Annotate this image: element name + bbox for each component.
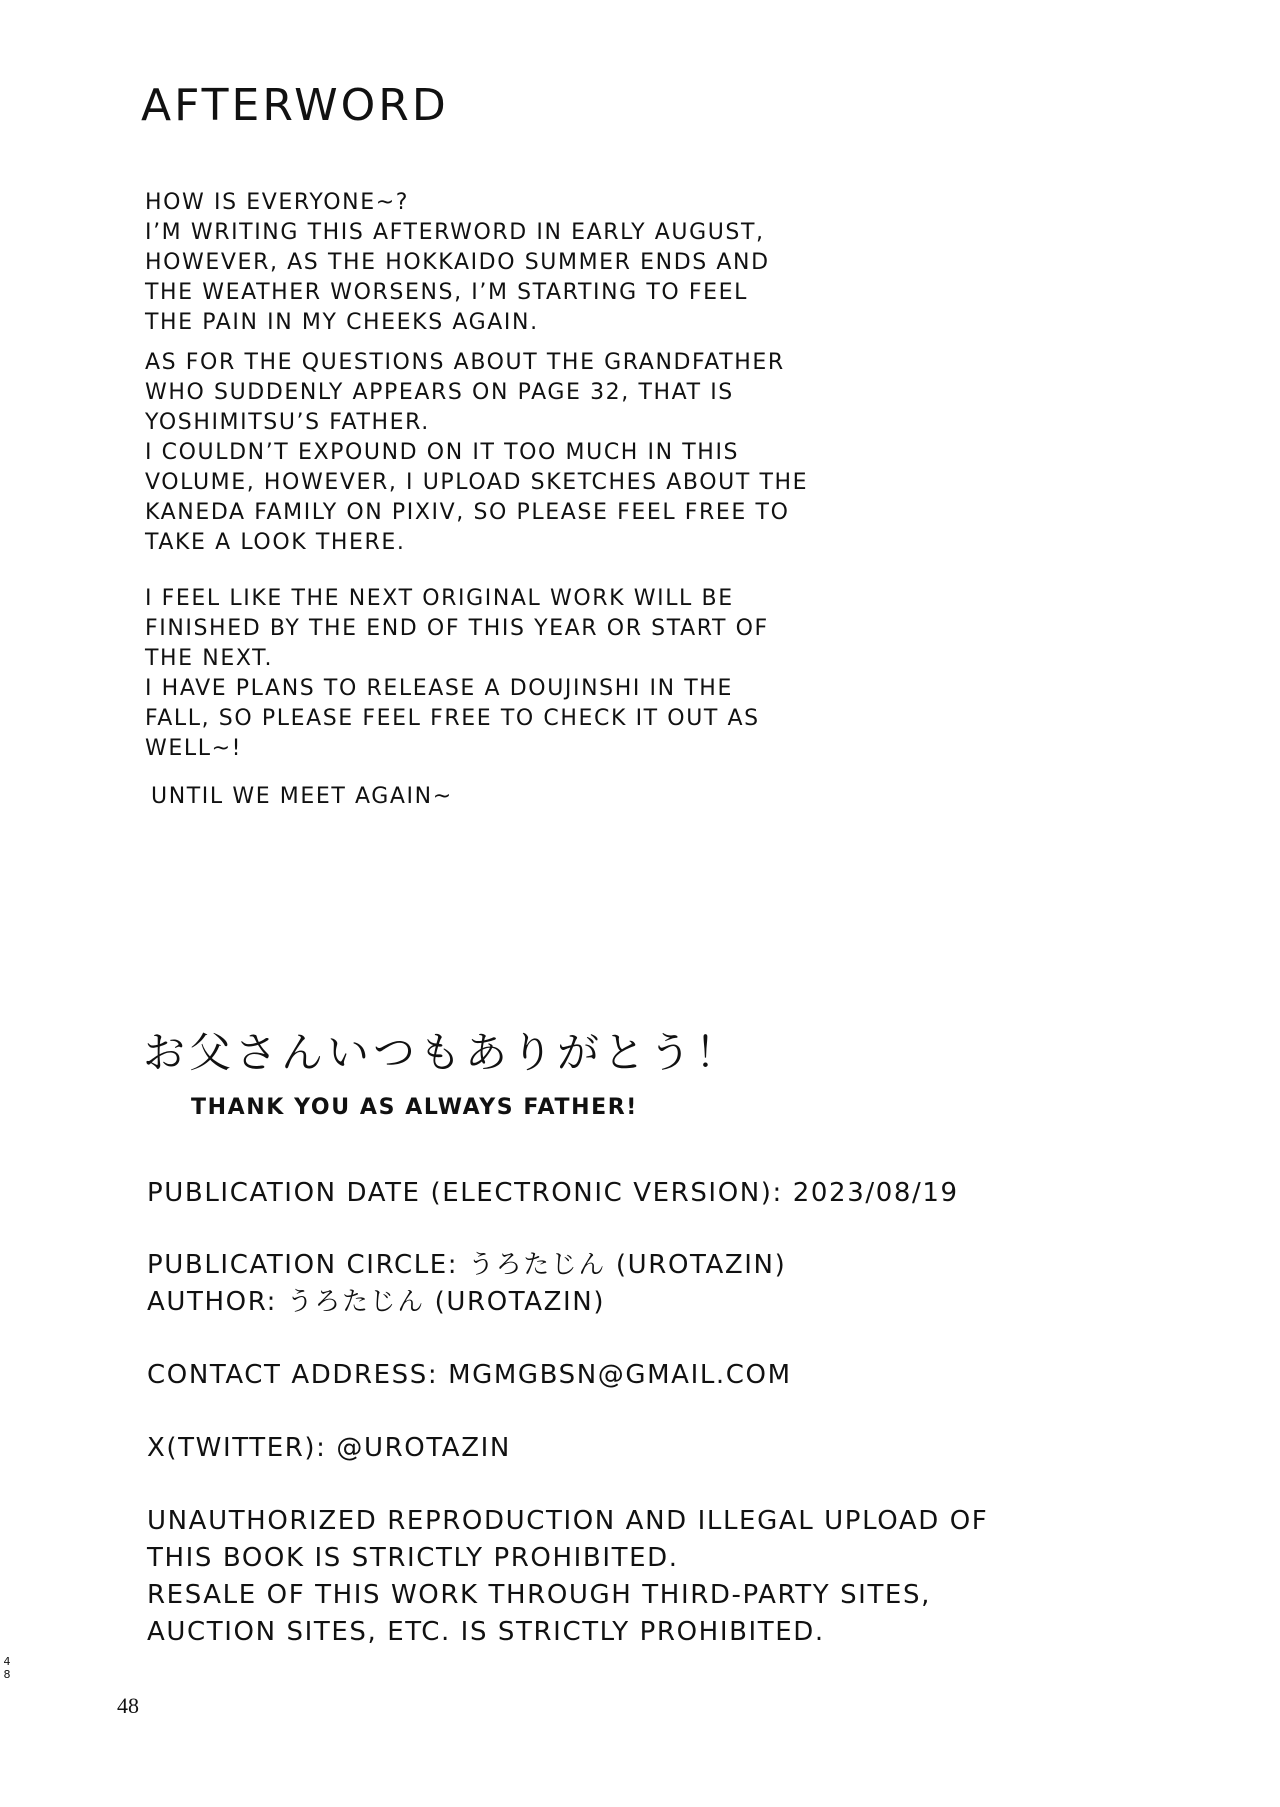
text-line: WELL~! xyxy=(145,736,243,761)
notice-line: RESALE OF THIS WORK THROUGH THIRD-PARTY SITES, xyxy=(147,1580,931,1610)
text-line: UNTIL WE MEET AGAIN~ xyxy=(151,784,453,809)
afterword-paragraph-3 xyxy=(145,584,769,764)
text-line: VOLUME, HOWEVER, I UPLOAD SKETCHES ABOUT THE xyxy=(145,470,809,495)
text-line: AS FOR THE QUESTIONS ABOUT THE GRANDFATHER xyxy=(145,350,785,375)
japanese-title: お父さんいつもありがとう！ xyxy=(143,1028,742,1077)
text-line: I HAVE PLANS TO RELEASE A DOUJINSHI IN THE xyxy=(145,676,733,701)
side-digit: 4 xyxy=(3,1655,11,1668)
notice-line: AUCTION SITES, ETC. IS STRICTLY PROHIBITED. xyxy=(147,1617,825,1647)
afterword-paragraph-4 xyxy=(151,782,453,812)
publication-date: PUBLICATION DATE (ELECTRONIC VERSION): 2023/08/19 xyxy=(147,1178,959,1208)
publication-info xyxy=(147,1247,786,1321)
side-digit: 8 xyxy=(3,1668,11,1681)
text-line: KANEDA FAMILY ON PIXIV, SO PLEASE FEEL FREE TO xyxy=(145,500,790,525)
text-line: I FEEL LIKE THE NEXT ORIGINAL WORK WILL BE xyxy=(145,586,734,611)
afterword-paragraph-2 xyxy=(145,348,808,558)
text-line: I’M WRITING THIS AFTERWORD IN EARLY AUGUST, xyxy=(145,220,765,245)
notice-line: UNAUTHORIZED REPRODUCTION AND ILLEGAL UPLOAD OF xyxy=(147,1506,989,1536)
afterword-heading: AFTERWORD xyxy=(141,80,449,131)
afterword-paragraph-1 xyxy=(145,188,770,338)
publication-circle: PUBLICATION CIRCLE: うろたじん (UROTAZIN) xyxy=(147,1250,787,1280)
copyright-notice xyxy=(147,1503,988,1651)
notice-line: THIS BOOK IS STRICTLY PROHIBITED. xyxy=(147,1543,679,1573)
contact-address: CONTACT ADDRESS: MGMGBSN@GMAIL.COM xyxy=(147,1360,792,1390)
side-page-number xyxy=(2,1655,12,1681)
text-line: THE PAIN IN MY CHEEKS AGAIN. xyxy=(145,310,539,335)
text-line: TAKE A LOOK THERE. xyxy=(145,530,406,555)
text-line: FINISHED BY THE END OF THIS YEAR OR START OF xyxy=(145,616,769,641)
text-line: I COULDN’T EXPOUND ON IT TOO MUCH IN THIS xyxy=(145,440,740,465)
text-line: YOSHIMITSU’S FATHER. xyxy=(145,410,430,435)
text-line: HOWEVER, AS THE HOKKAIDO SUMMER ENDS AND xyxy=(145,250,770,275)
text-line: WHO SUDDENLY APPEARS ON PAGE 32, THAT IS xyxy=(145,380,734,405)
text-line: THE NEXT. xyxy=(145,646,274,671)
twitter-handle: X(TWITTER): @UROTAZIN xyxy=(147,1433,511,1463)
english-title: THANK YOU AS ALWAYS FATHER! xyxy=(191,1095,638,1120)
text-line: HOW IS EVERYONE~? xyxy=(145,190,410,215)
author: AUTHOR: うろたじん (UROTAZIN) xyxy=(147,1287,606,1317)
page-number: 48 xyxy=(117,1693,139,1718)
text-line: THE WEATHER WORSENS, I’M STARTING TO FEEL xyxy=(145,280,749,305)
text-line: FALL, SO PLEASE FEEL FREE TO CHECK IT OUT AS xyxy=(145,706,760,731)
